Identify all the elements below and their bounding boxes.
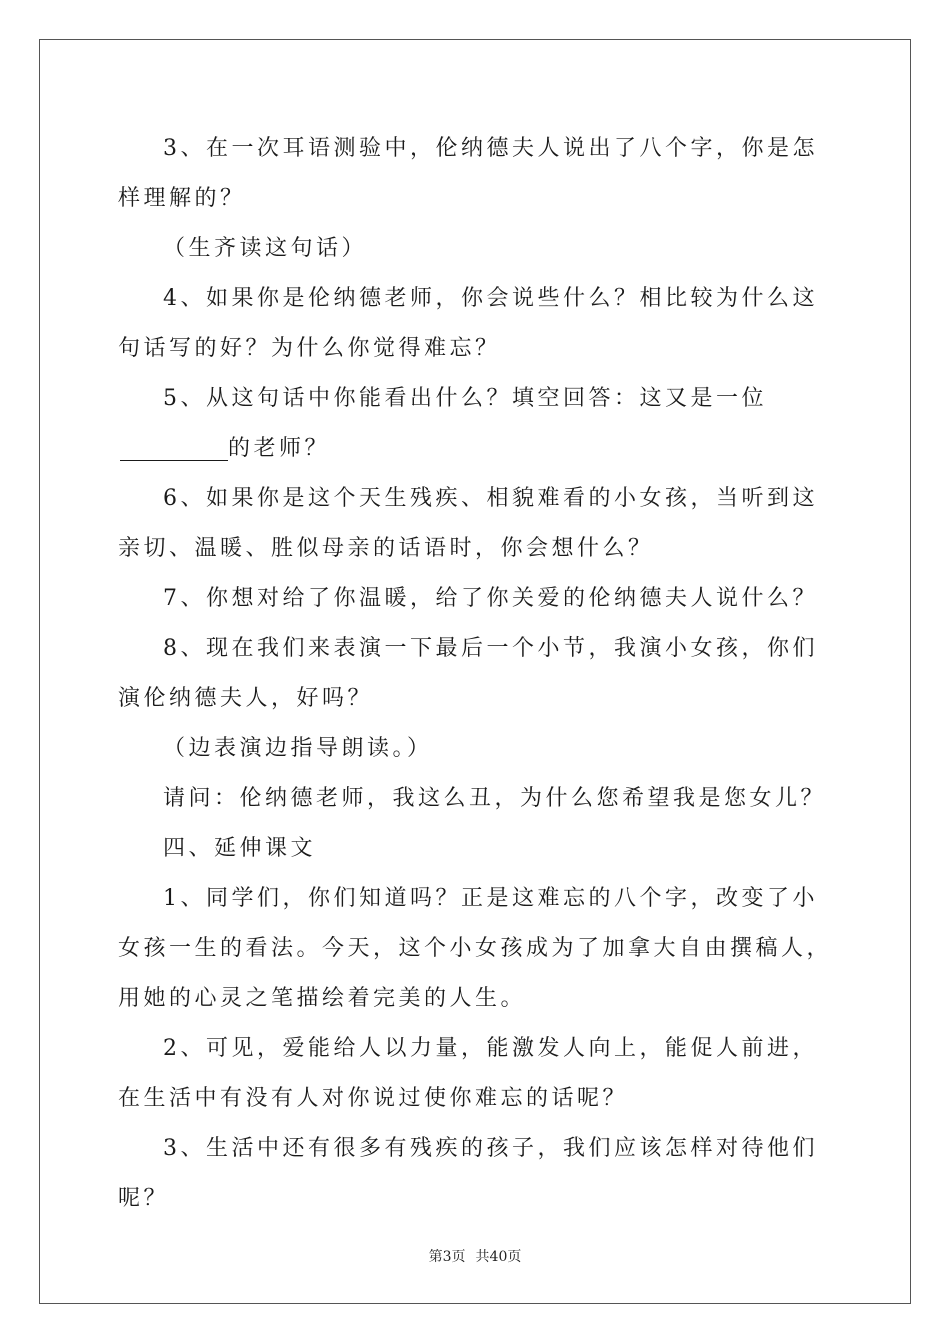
- paragraph-e2: 2、可见，爱能给人以力量，能激发人向上，能促人前进，在生活中有没有人对你说过使你难忘的话呢？: [118, 1036, 818, 1111]
- paragraph-q5: [118, 374, 840, 474]
- section-heading: 四、延伸课文: [163, 836, 317, 861]
- document-body: [118, 124, 840, 1224]
- paragraph-e3: 3、生活中还有很多有残疾的孩子，我们应该怎样对待他们呢？: [118, 1136, 818, 1211]
- page-total: 共40页: [475, 1249, 522, 1265]
- q5-text-after: 的老师？: [228, 436, 331, 461]
- paragraph-q4: 4、如果你是伦纳德老师，你会说些什么？相比较为什么这句话写的好？为什么你觉得难忘？: [118, 286, 818, 361]
- fill-in-blank: [120, 438, 228, 461]
- page-number: 第3页: [428, 1249, 466, 1265]
- paragraph-note-perform: （边表演边指导朗读。）: [163, 736, 433, 761]
- paragraph-e1: 1、同学们，你们知道吗？正是这难忘的八个字，改变了小女孩一生的看法。今天，这个小女孩成为了加拿大自由撰稿人，用她的心灵之笔描绘着完美的人生。: [118, 886, 833, 1011]
- paragraph-q3: 3、在一次耳语测验中，伦纳德夫人说出了八个字，你是怎样理解的？: [118, 136, 818, 211]
- paragraph-q8: 8、现在我们来表演一下最后一个小节，我演小女孩，你们演伦纳德夫人，好吗？: [118, 636, 818, 711]
- q5-text-before: 5、从这句话中你能看出什么？填空回答：这又是一位: [163, 386, 767, 411]
- paragraph-q6: 6、如果你是这个天生残疾、相貌难看的小女孩，当听到这亲切、温暖、胜似母亲的话语时，你会想什么？: [118, 486, 818, 561]
- paragraph-ask: 请问：伦纳德老师，我这么丑，为什么您希望我是您女儿？: [163, 786, 827, 811]
- page-footer: [0, 1246, 950, 1266]
- paragraph-q7: 7、你想对给了你温暖，给了你关爱的伦纳德夫人说什么？: [163, 586, 818, 611]
- paragraph-note-read: （生齐读这句话）: [163, 236, 368, 261]
